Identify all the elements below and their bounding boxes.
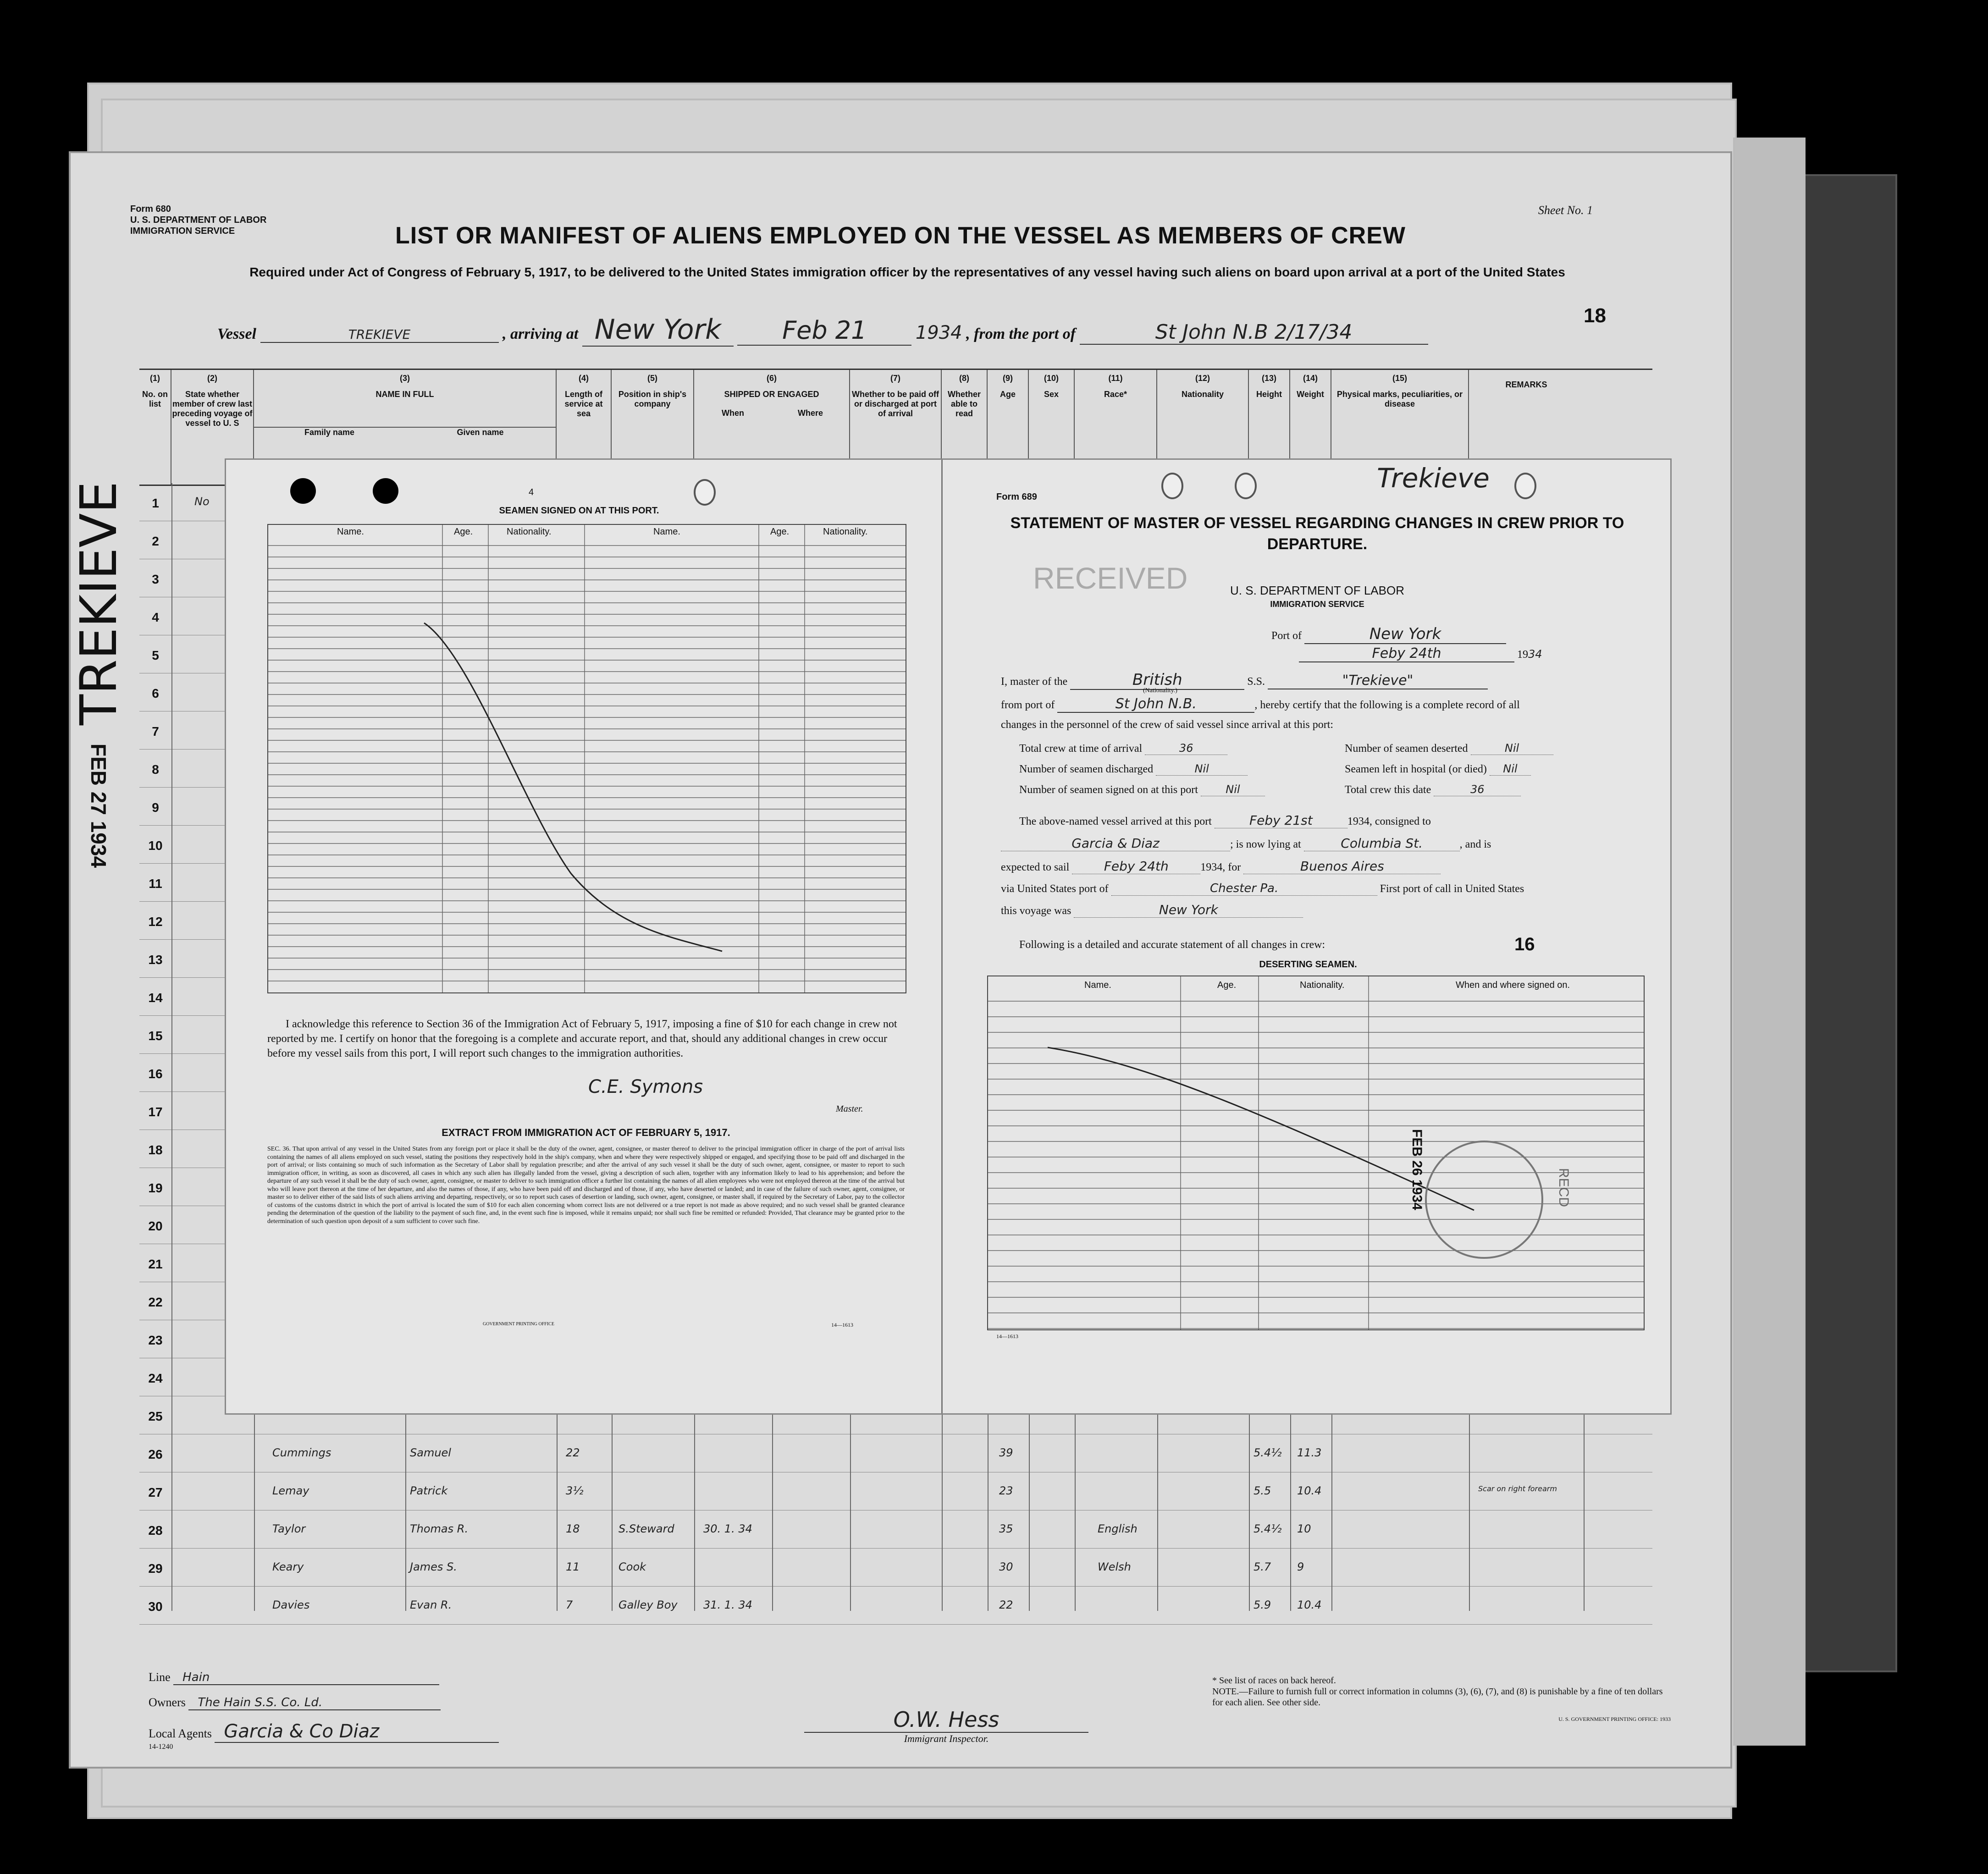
footer-note bbox=[1212, 1675, 1671, 1725]
position: Galley Boy bbox=[618, 1598, 678, 1611]
col-header: (15) Physical marks, peculiarities, or disease bbox=[1331, 370, 1469, 485]
row-number: 2 bbox=[152, 534, 159, 548]
col-header: (11) Race* bbox=[1075, 370, 1157, 485]
vessel-line bbox=[217, 314, 1428, 347]
row-number: 9 bbox=[152, 800, 159, 815]
col-header: (14) Weight bbox=[1290, 370, 1331, 485]
given-name: Evan R. bbox=[410, 1598, 452, 1611]
footer-line bbox=[149, 1670, 439, 1685]
form-code: 14—1613 bbox=[831, 1322, 853, 1328]
col-header: (10) Sex bbox=[1029, 370, 1075, 485]
col-header-shipped: (6) SHIPPED OR ENGAGED When Where bbox=[694, 370, 850, 485]
recd-stamp: RECD bbox=[1556, 1168, 1571, 1207]
extract-title: EXTRACT FROM IMMIGRATION ACT OF FEBRUARY 5, 1917. bbox=[442, 1127, 730, 1138]
col-header: (4) Length of service at sea bbox=[557, 370, 612, 485]
footer-owners bbox=[149, 1696, 441, 1710]
total-date-value: 36 bbox=[1434, 783, 1521, 796]
punch-hole bbox=[1161, 473, 1183, 499]
given-name: Thomas R. bbox=[410, 1522, 469, 1535]
height: 5.4½ bbox=[1254, 1446, 1282, 1459]
vessel-label: Vessel bbox=[217, 325, 256, 342]
master-line bbox=[1001, 671, 1488, 690]
row-number: 5 bbox=[152, 648, 159, 662]
col-when-where: When and where signed on. bbox=[1456, 980, 1570, 990]
total-arrival bbox=[1019, 742, 1227, 755]
col-header: (1) No. on list bbox=[139, 370, 171, 485]
col-name: Name. bbox=[337, 527, 364, 537]
punch-hole bbox=[373, 478, 398, 504]
deserted-label: Number of seamen deserted bbox=[1345, 743, 1468, 755]
voyage-label: this voyage was bbox=[1001, 905, 1071, 917]
row-number: 8 bbox=[152, 762, 159, 777]
from-label: , from the port of bbox=[966, 325, 1076, 342]
date-field bbox=[1299, 645, 1542, 662]
row-number: 19 bbox=[148, 1181, 163, 1195]
arrived-year: 1934 bbox=[1347, 816, 1370, 827]
note-text: NOTE.—Failure to furnish full or correct information in columns (3), (6), (7), and (8) is punishable by a fine of ten dollars for each alien. See other side. bbox=[1212, 1687, 1663, 1708]
via-value: Chester Pa. bbox=[1111, 882, 1377, 896]
arrived-value: Feby 21st bbox=[1215, 813, 1347, 828]
family-name: Lemay bbox=[272, 1484, 309, 1497]
back-sheet-edge bbox=[1733, 138, 1806, 1746]
from-port-line bbox=[1001, 696, 1520, 713]
consigned-line bbox=[1001, 836, 1491, 851]
col-header: (2) State whether member of crew last preceding voyage of vessel to U. S bbox=[171, 370, 254, 485]
hospital-label: Seamen left in hospital (or died) bbox=[1345, 763, 1487, 775]
remarks: Scar on right forearm bbox=[1478, 1484, 1557, 1493]
total-arrival-label: Total crew at time of arrival bbox=[1019, 743, 1143, 755]
hospital bbox=[1345, 762, 1531, 776]
deserting-title: DESERTING SEAMEN. bbox=[1259, 959, 1357, 970]
service-length: 18 bbox=[566, 1522, 580, 1535]
col-header: (8) Whether able to read bbox=[942, 370, 988, 485]
shipped-when: 31. 1. 34 bbox=[703, 1598, 752, 1611]
signed-on-grid bbox=[268, 525, 906, 992]
for-label: , for bbox=[1222, 861, 1241, 873]
row-number: 17 bbox=[148, 1105, 163, 1119]
extract-text: SEC. 36. That upon arrival of any vessel in the United States from any foreign port or place it shall be the duty of the owner, agent, consignee, or master thereof to deliver to the principal immigration officer in charge of the port of arrival lists containing the names of all aliens employed on such vessel, stating the positions they respectively hold in the ship's company, when and where they were respectively shipped or engaged, and specifying those to be paid off and discharged in the port of arrival; or lists containing so much of such information as the Secretary of Labor shall by regulation prescribe; and after the arrival of any such vessel it shall be the duty of such owner, agent, consignee, or master to report to such immigration officer, in writing, as soon as discovered, all cases in which any such alien has illegally landed from the vessel, giving a description of such alien, together with any information likely to lead to his apprehension; and before the departure of any such vessel it shall be the duty of such owner, agent, consignee, or master to deliver to such immigration officer a further list containing the names of all alien employees who were not employed thereon at the time of the arrival but who will leave port thereon at the time of her departure, and also the names of those, if any, who have been paid off and discharged and of those, if any, who have deserted or landed; and in case of the failure of such owner, agent, consignee, or master so to deliver either of the said lists of such aliens arriving and departing, respectively, or so to report such cases of desertion or landing, such owner, agent, consignee, or master shall, if required by the Secretary of Labor, pay to the collector of customs of the customs district in which the port of arrival is located the sum of $10 for each alien concerning whom correct lists are not delivered or a true report is not made as above required; and no such vessel shall be granted clearance pending the determination of the question of the liability to the payment of such fine, and, in the event such fine is imposed, while it remains unpaid; nor shall such fine be remitted or refunded: Provided, That clearance may be granted prior to the determination of such question upon deposit of a sum sufficient to cover such fine. bbox=[267, 1146, 905, 1225]
col-nationality: Nationality. bbox=[1300, 980, 1345, 990]
nationality-sublabel: (Nationality.) bbox=[1143, 687, 1177, 694]
signed-on-value: Nil bbox=[1201, 783, 1265, 796]
weight: 9 bbox=[1297, 1560, 1304, 1573]
discharged-label: Number of seamen discharged bbox=[1019, 763, 1154, 775]
row-number: 26 bbox=[148, 1447, 163, 1461]
height: 5.7 bbox=[1254, 1560, 1271, 1573]
side-stamp-vessel: TREKIEVE bbox=[69, 481, 128, 725]
port-field bbox=[1271, 625, 1506, 644]
row-number: 23 bbox=[148, 1333, 163, 1347]
and-is: , and is bbox=[1459, 838, 1491, 850]
lying-label: ; is now lying at bbox=[1230, 838, 1301, 850]
signed-on-title: SEAMEN SIGNED ON AT THIS PORT. bbox=[499, 506, 659, 516]
weight: 10 bbox=[1297, 1522, 1311, 1535]
expected-label: expected to sail bbox=[1001, 861, 1070, 873]
height: 5.4½ bbox=[1254, 1522, 1282, 1535]
master-label: Master. bbox=[836, 1104, 863, 1114]
void-line bbox=[424, 623, 722, 951]
department: U. S. DEPARTMENT OF LABOR bbox=[130, 215, 267, 225]
row-number: 22 bbox=[148, 1295, 163, 1309]
note-star: * See list of races on back hereof. bbox=[1212, 1676, 1336, 1686]
signed-on-label: Number of seamen signed on at this port bbox=[1019, 784, 1198, 796]
vessel-handwritten: Trekieve bbox=[1377, 463, 1490, 494]
change-count: 16 bbox=[1514, 934, 1535, 954]
discharged bbox=[1019, 762, 1248, 776]
punch-hole bbox=[1235, 473, 1257, 499]
signed-on bbox=[1019, 783, 1265, 796]
from-port-value: St John N.B. bbox=[1057, 696, 1254, 713]
table-row bbox=[139, 1587, 1652, 1625]
row-number: 28 bbox=[148, 1523, 163, 1538]
from-port: St John N.B 2/17/34 bbox=[1080, 320, 1428, 345]
agents-code: 14-1240 bbox=[149, 1743, 173, 1751]
sheet-no-label: Sheet No. bbox=[1538, 204, 1584, 217]
age: 22 bbox=[999, 1598, 1013, 1611]
certify-text: , hereby certify that the following is a complete record of all bbox=[1254, 699, 1520, 711]
row-number: 3 bbox=[152, 572, 159, 586]
deserting-grid bbox=[988, 976, 1644, 1329]
col-age: Age. bbox=[1217, 980, 1237, 990]
owners-value: The Hain S.S. Co. Ld. bbox=[188, 1696, 441, 1710]
position: S.Steward bbox=[618, 1522, 674, 1535]
row-number: 1 bbox=[152, 496, 159, 510]
date-value: Feby 24th bbox=[1299, 645, 1514, 662]
voyage-line bbox=[1001, 902, 1303, 918]
round-stamp bbox=[1425, 1141, 1543, 1259]
row-number: 16 bbox=[148, 1067, 163, 1081]
left-page bbox=[226, 460, 943, 1413]
expected-year: 1934 bbox=[1200, 861, 1223, 873]
arrived-label: The above-named vessel arrived at this port bbox=[1019, 816, 1212, 827]
changes-line: changes in the personnel of the crew of said vessel since arrival at this port: bbox=[1001, 719, 1334, 731]
from-port-label: from port of bbox=[1001, 699, 1055, 711]
col-header: (13) Height bbox=[1249, 370, 1290, 485]
right-page bbox=[941, 460, 1670, 1413]
via-line bbox=[1001, 882, 1524, 896]
family-name: Taylor bbox=[272, 1522, 306, 1535]
punch-hole bbox=[290, 478, 316, 504]
punch-hole bbox=[1514, 473, 1536, 499]
total-arrival-value: 36 bbox=[1145, 742, 1227, 755]
ss-label: S.S. bbox=[1247, 676, 1265, 688]
row-number: 13 bbox=[148, 953, 163, 967]
col-name: Name. bbox=[653, 527, 680, 537]
table-row bbox=[139, 1510, 1652, 1549]
consigned-value: Garcia & Diaz bbox=[1001, 836, 1230, 851]
port-value: New York bbox=[1304, 625, 1506, 644]
lying-value: Columbia St. bbox=[1304, 836, 1460, 851]
agents-value: Garcia & Co Diaz bbox=[215, 1721, 499, 1743]
following-text: Following is a detailed and accurate statement of all changes in crew: bbox=[1019, 939, 1325, 951]
side-stamp bbox=[64, 481, 133, 868]
table-row bbox=[139, 1472, 1652, 1510]
family-name: Cummings bbox=[272, 1446, 331, 1459]
dept-label: U. S. DEPARTMENT OF LABOR bbox=[1230, 584, 1404, 597]
received-stamp: RECEIVED bbox=[1033, 561, 1188, 595]
row-number: 4 bbox=[152, 610, 159, 624]
weight: 10.4 bbox=[1297, 1484, 1322, 1497]
col-header: (12) Nationality bbox=[1157, 370, 1249, 485]
col-header: (5) Position in ship's company bbox=[612, 370, 694, 485]
via-label: via United States port of bbox=[1001, 883, 1109, 895]
line-label: Line bbox=[149, 1670, 171, 1684]
arrival-date: Feb 21 bbox=[737, 316, 911, 346]
master-signature: C.E. Symons bbox=[588, 1076, 703, 1097]
first-call-label: First port of call in United States bbox=[1380, 883, 1524, 895]
master-of-label: I, master of the bbox=[1001, 676, 1068, 688]
signed-on-table bbox=[267, 524, 906, 993]
col-name: Name. bbox=[1084, 980, 1111, 990]
row-number: 18 bbox=[148, 1143, 163, 1157]
deserted-value: Nil bbox=[1471, 742, 1553, 755]
year-label: 19 bbox=[1517, 649, 1528, 661]
ss-name: "Trekieve" bbox=[1268, 672, 1488, 689]
table-row bbox=[139, 1549, 1652, 1587]
for-port-value: Buenos Aires bbox=[1243, 859, 1441, 874]
table-row bbox=[139, 1434, 1652, 1472]
col-age: Age. bbox=[770, 527, 790, 537]
total-date bbox=[1345, 783, 1521, 796]
row-number: 29 bbox=[148, 1561, 163, 1576]
row-number: 11 bbox=[149, 876, 162, 891]
consigned-label: , consigned to bbox=[1369, 816, 1431, 827]
row-number: 25 bbox=[148, 1409, 163, 1423]
row-number: 6 bbox=[152, 686, 159, 700]
inspector-label: Immigrant Inspector. bbox=[904, 1733, 989, 1744]
col-nationality: Nationality. bbox=[507, 527, 552, 537]
height: 5.5 bbox=[1254, 1484, 1271, 1497]
form-number: Form 680 bbox=[130, 204, 171, 214]
row-number: 15 bbox=[148, 1029, 163, 1043]
discharged-value: Nil bbox=[1156, 762, 1248, 776]
col-header-name: (3) NAME IN FULL Family name Given name bbox=[254, 370, 557, 485]
column-divider bbox=[171, 483, 172, 1611]
row-number: 14 bbox=[148, 991, 163, 1005]
page-subtitle: Required under Act of Congress of February 5, 1917, to be delivered to the United States immigration officer by the representatives of any vessel having such aliens on board upon arrival at a port of the United States bbox=[249, 265, 1565, 279]
port-label: Port of bbox=[1271, 630, 1302, 642]
age: 30 bbox=[999, 1560, 1013, 1573]
family-name: Davies bbox=[272, 1598, 310, 1611]
given-name: Patrick bbox=[410, 1484, 448, 1497]
age: 35 bbox=[999, 1522, 1013, 1535]
col-header: (9) Age bbox=[988, 370, 1029, 485]
vessel-name: TREKIEVE bbox=[260, 327, 499, 343]
expected-line bbox=[1001, 859, 1441, 874]
position: Cook bbox=[618, 1560, 646, 1573]
col-header: REMARKS bbox=[1505, 380, 1547, 389]
row-number: 12 bbox=[148, 915, 163, 929]
page-title: LIST OR MANIFEST OF ALIENS EMPLOYED ON THE VESSEL AS MEMBERS OF CREW bbox=[395, 222, 1406, 249]
age: 39 bbox=[999, 1446, 1013, 1459]
service-length: 22 bbox=[566, 1446, 580, 1459]
weight: 11.3 bbox=[1297, 1446, 1322, 1459]
height: 5.9 bbox=[1254, 1598, 1271, 1611]
voyage-value: New York bbox=[1074, 902, 1303, 918]
col-nationality: Nationality. bbox=[823, 527, 868, 537]
page-number: 4 bbox=[529, 487, 534, 497]
col-age: Age. bbox=[454, 527, 473, 537]
punch-hole bbox=[694, 479, 716, 506]
row-number: 21 bbox=[148, 1257, 163, 1271]
hospital-value: Nil bbox=[1490, 762, 1531, 776]
line-value: Hain bbox=[173, 1670, 439, 1685]
service-length: 3½ bbox=[566, 1484, 584, 1497]
nationality-value: British bbox=[1070, 671, 1244, 690]
sheet-count: 18 bbox=[1584, 304, 1606, 327]
row-note: No bbox=[194, 495, 210, 508]
service-length: 11 bbox=[566, 1560, 580, 1573]
age: 23 bbox=[999, 1484, 1013, 1497]
row-number: 20 bbox=[148, 1219, 163, 1233]
total-date-label: Total crew this date bbox=[1345, 784, 1431, 796]
service-label: IMMIGRATION SERVICE bbox=[1270, 600, 1364, 609]
family-name: Keary bbox=[272, 1560, 304, 1573]
date-stamp: FEB 26 1934 bbox=[1409, 1129, 1425, 1210]
service-length: 7 bbox=[566, 1598, 573, 1611]
side-stamp-date: FEB 27 1934 bbox=[87, 743, 110, 868]
sheet-no-value: 1 bbox=[1587, 204, 1593, 217]
given-name: James S. bbox=[410, 1560, 457, 1573]
sheet-number bbox=[1538, 204, 1593, 217]
form-code: 14—1613 bbox=[996, 1333, 1018, 1339]
service: IMMIGRATION SERVICE bbox=[130, 226, 235, 236]
owners-label: Owners bbox=[149, 1696, 186, 1709]
deserted bbox=[1345, 742, 1553, 755]
row-number: 24 bbox=[148, 1371, 163, 1385]
row-number: 30 bbox=[148, 1599, 163, 1614]
arrival-year: 1934 bbox=[915, 322, 962, 343]
arriving-label: , arriving at bbox=[503, 325, 579, 342]
row-number: 7 bbox=[152, 724, 159, 739]
acknowledgement-text: I acknowledge this reference to Section 36 of the Immigration Act of February 5, 1917, imposing a fine of $10 for each change in crew not reported by me. I certify on honor that the foregoing is a complete and accurate report, and that, should any additional changes in crew occur before my vessel sails from this port, I will report such changes to the immigration authorities. bbox=[267, 1018, 897, 1059]
statement-title: STATEMENT OF MASTER OF VESSEL REGARDING CHANGES IN CREW PRIOR TO DEPARTURE. bbox=[1010, 514, 1624, 553]
col-header: (7) Whether to be paid off or discharged at port of arrival bbox=[850, 370, 942, 485]
race: Welsh bbox=[1098, 1560, 1131, 1573]
arrived-line bbox=[1019, 813, 1431, 828]
race: English bbox=[1098, 1522, 1138, 1535]
inspector-signature: O.W. Hess bbox=[804, 1707, 1088, 1733]
form-689-overlay bbox=[225, 458, 1672, 1415]
row-number: 27 bbox=[148, 1485, 163, 1499]
year-value: 34 bbox=[1528, 648, 1542, 661]
weight: 10.4 bbox=[1297, 1598, 1322, 1611]
agents-label: Local Agents bbox=[149, 1727, 212, 1740]
arriving-port: New York bbox=[582, 314, 734, 347]
given-name: Samuel bbox=[410, 1446, 451, 1459]
form-number: Form 689 bbox=[996, 492, 1037, 502]
gpo-note: GOVERNMENT PRINTING OFFICE bbox=[483, 1322, 554, 1327]
deserting-table bbox=[987, 976, 1645, 1330]
expected-value: Feby 24th bbox=[1072, 859, 1200, 874]
shipped-when: 30. 1. 34 bbox=[703, 1522, 752, 1535]
footer-agents bbox=[149, 1721, 499, 1751]
inspector-block bbox=[804, 1707, 1088, 1745]
row-number: 10 bbox=[148, 838, 163, 853]
gpo-note: U. S. GOVERNMENT PRINTING OFFICE: 1933 bbox=[1558, 1716, 1671, 1722]
